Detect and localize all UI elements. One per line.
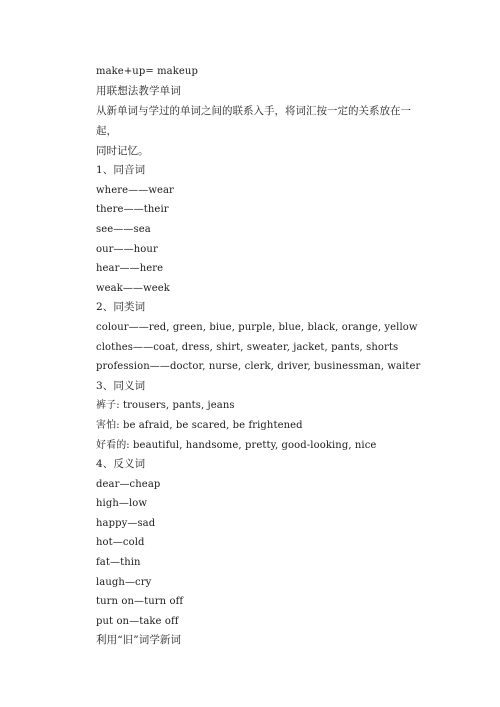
paragraph-line: 从新单词与学过的单词之间的联系入手，将词汇按一定的关系放在一起， (96, 105, 411, 138)
section-heading: 2、同类词 (96, 301, 146, 314)
paragraph (96, 101, 426, 161)
list-item: see——sea (96, 223, 151, 235)
list-item: put on—take off (96, 615, 179, 627)
list-item: high—low (96, 498, 148, 510)
list-item: happy—sad (96, 517, 156, 529)
section-heading: 1、同音词 (96, 164, 146, 177)
text-line: 利用“旧”词学新词 (96, 634, 182, 647)
document-body (96, 62, 426, 651)
list-item: laugh—cry (96, 576, 152, 588)
list-item: dear—cheap (96, 478, 161, 490)
list-item: there——their (96, 204, 169, 216)
list-item: profession——doctor, nurse, clerk, driver, businessman, waiter (96, 361, 421, 373)
list-item: hear——here (96, 263, 164, 275)
text-line: 用联想法教学单词 (96, 84, 181, 97)
list-item: clothes——coat, dress, shirt, sweater, jacket, pants, shorts (96, 341, 399, 353)
paragraph-line: 同时记忆。 (96, 145, 149, 158)
list-item: our——hour (96, 243, 158, 255)
list-item: colour——red, green, biue, purple, blue, black, orange, yellow (96, 321, 418, 333)
list-item: where——wear (96, 184, 174, 196)
list-item: hot—cold (96, 537, 145, 549)
section-heading: 4、反义词 (96, 458, 146, 471)
list-item: 裤子: trousers, pants, jeans (96, 400, 235, 412)
section-heading: 3、同义词 (96, 379, 146, 392)
list-item: turn on—turn off (96, 596, 184, 608)
list-item: fat—thin (96, 557, 141, 569)
list-item: weak——week (96, 282, 170, 294)
text-line: make+up= makeup (96, 66, 198, 77)
list-item: 好看的: beautiful, handsome, pretty, good-looking, nice (96, 439, 377, 451)
list-item: 害怕: be afraid, be scared, be frightened (96, 419, 303, 431)
